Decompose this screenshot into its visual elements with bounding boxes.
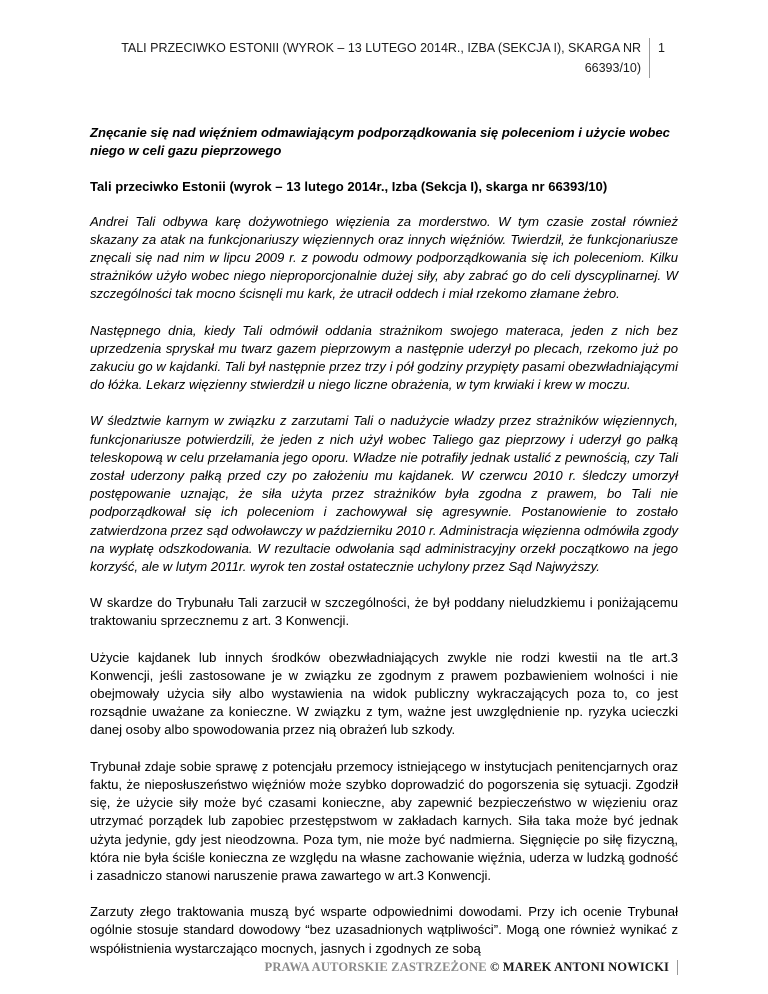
paragraph: W skardze do Trybunału Tali zarzucił w szczególności, że był poddany nieludzkiemu i poniżającemu traktowaniu sprzecznemu z art. 3 Konwencji. (90, 595, 678, 629)
paragraph: Andrei Tali odbywa karę dożywotniego więzienia za morderstwo. W tym czasie został również skazany za atak na funkcjonariuszy więziennych oraz innych więźniów. Twierdził, że funkcjonariusze znęcali się nad nim w lipcu 2009 r. z powodu odmowy podporządkowania się ich poleceniom. Kilku strażników użyło wobec niego nieproporcjonalnie dużej siły, aby zabrać go do celi dyscyplinarnej. W szczególności tak mocno ścisnęli mu kark, że utracił oddech i miał rzekomo złamane żebro. (90, 213, 678, 302)
paragraph: Trybunał zdaje sobie sprawę z potencjału przemocy istniejącego w instytucjach penitencjarnych oraz faktu, że nieposłuszeństwo więźniów może szybko doprowadzić do pogorszenia się sytuacji. Zgodził się, że użycie siły może być czasami konieczne, aby zapewnić bezpieczeństwo w więzieniu oraz utrzymać porządek lub zapobiec przestępstwom w zakładach karnych. Siła taka może być jednak użyta jedynie, gdy jest nieodzowna. Poza tym, nie może być nadmierna. Sięgnięcie po siłę fizyczną, która nie była ściśle konieczna ze względu na własne zachowanie więźnia, uderza w ludzką godność i zasadniczo stanowi naruszenie prawa zawartego w art.3 Konwencji. (90, 758, 678, 883)
paragraph: Użycie kajdanek lub innych środków obezwładniających zwykle nie rodzi kwestii na tle art.3 Konwencji, jeśli zastosowane je w związku ze zgodnym z prawem pozbawieniem wolności i nie obejmowały użycia siły albo wystawienia na widok publiczny wykraczających poza to, co jest rozsądnie uważane za konieczne. W związku z tym, ważne jest uwzględnienie np. ryzyka ucieczki danej osoby albo spowodowania przez nią obrażeń lub szkody. (90, 649, 678, 738)
page-header (96, 38, 678, 78)
document-heading: Znęcanie się nad więźniem odmawiającym podporządkowania się poleceniom i użycie wobec niego w celi gazu pieprzowego (90, 125, 670, 159)
paragraph: Następnego dnia, kiedy Tali odmówił oddania strażnikom swojego materaca, jeden z nich bez uprzedzenia spryskał mu twarz gazem pieprzowym a następnie uderzył po plecach, rzekomo już po zakuciu go w kajdanki. Tali był następnie przez trzy i pół godziny przypięty pasami obezwładniającymi do łóżka. Lekarz więzienny stwierdził u niego liczne obrażenia, w tym krwiaki i krew w moczu. (90, 322, 678, 393)
copyright-author: MAREK ANTONI NOWICKI (502, 960, 669, 974)
copyright-label: PRAWA AUTORSKIE ZASTRZEŻONE (264, 960, 487, 974)
document-body (90, 124, 678, 976)
copyright-symbol: © (490, 960, 500, 974)
document-subheading: Tali przeciwko Estonii (wyrok – 13 lutego 2014r., Izba (Sekcja I), skarga nr 66393/10) (90, 179, 608, 195)
header-title: TALI PRZECIWKO ESTONII (WYROK – 13 LUTEGO 2014R., IZBA (SEKCJA I), SKARGA NR 66393/10) (96, 38, 650, 78)
paragraph: W śledztwie karnym w związku z zarzutami Tali o nadużycie władzy przez strażników więziennych, funkcjonariusze potwierdzili, że jeden z nich użył wobec Taliego gaz pieprzowy i uderzył go pałką teleskopową w celu przełamania jego oporu. Władze nie potrafiły jednak ustalić z pewnością, czy Tali został uderzony pałką przed czy po założeniu mu kajdanek. W czerwcu 2010 r. śledczy umorzył postępowanie uznając, że siła użyta przez strażników była zgodna z prawem, bo Tali nie podporządkował się ich poleceniom i zachowywał się agresywnie. Postanowienie to zostało zatwierdzona przez sąd odwoławczy w październiku 2010 r. Administracja więzienna odmówiła zgody na wypłatę odszkodowania. W rezultacie odwołania sąd administracyjny orzekł początkowo na jego korzyść, ale w lutym 2011r. wyrok ten został ostatecznie uchylony przez Sąd Najwyższy. (90, 413, 678, 575)
page-number: 1 (658, 41, 665, 55)
page-footer (100, 960, 678, 975)
paragraph: Zarzuty złego traktowania muszą być wsparte odpowiednimi dowodami. Przy ich ocenie Trybunał ogólnie stosuje standard dowodowy “bez uzasadnionych wątpliwości”. Mogą one również wynikać z współistnienia wystarczająco mocnych, jasnych i zgodnych ze sobą (90, 904, 678, 956)
